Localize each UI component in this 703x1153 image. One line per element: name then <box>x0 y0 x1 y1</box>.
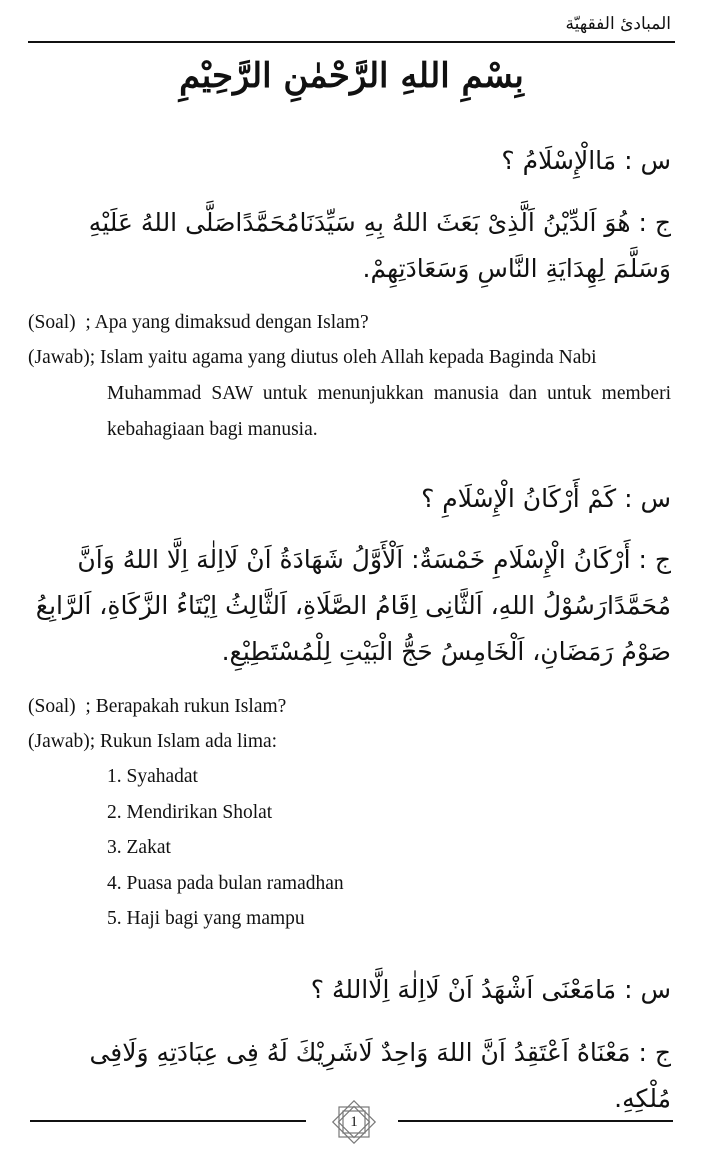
answer-latin-1 <box>28 340 671 448</box>
jawab-label: (Jawab) <box>28 731 90 752</box>
list-item: 1. Syahadat <box>107 766 198 787</box>
soal-text: ; Apa yang dimaksud dengan Islam? <box>85 312 369 333</box>
question-latin-1 <box>28 305 671 341</box>
list-item: 5. Haji bagi yang mampu <box>107 908 305 929</box>
list-item: 3. Zakat <box>107 837 171 858</box>
question-arabic-1: س : مَاالْإِسْلَامُ ؟ <box>501 146 671 175</box>
jawab-label: (Jawab) <box>28 347 90 368</box>
jawab-text: ; Rukun Islam ada lima: <box>89 731 278 752</box>
question-arabic-3: س : مَامَعْنَى اَشْهَدُ اَنْ لَااِلٰهَ اِلَّااللهُ ؟ <box>310 975 671 1004</box>
rukun-list <box>107 759 344 937</box>
list-item: 2. Mendirikan Sholat <box>107 801 273 823</box>
page-number-ornament <box>328 1096 380 1148</box>
footer-rule-right <box>398 1120 673 1122</box>
soal-label: (Soal) <box>28 312 86 333</box>
basmala: بِسْمِ اللهِ الرَّحْمٰنِ الرَّحِيْمِ <box>179 56 524 96</box>
soal-text: ; Berapakah rukun Islam? <box>85 696 287 717</box>
jawab-text: ; Islam yaitu agama yang diutus oleh Allah kepada Baginda Nabi <box>89 347 597 368</box>
page-number: 1 <box>350 1114 358 1130</box>
answer-arabic-1: ج : هُوَ اَلدِّيْنُ اَلَّذِىْ بَعَثَ اللهُ بِهِ سَيِّدَنَامُحَمَّدًاصَلَّى اللهُ عَلَيْهِ وَسَلَّمَ لِهِدَايَةِ النَّاسِ وَسَعَادَتِهِمْ. <box>88 208 671 283</box>
answer-arabic-2: ج : أَرْكَانُ الْإِسْلَامِ خَمْسَةٌ: اَلْأَوَّلُ شَهَادَةُ اَنْ لَااِلٰهَ اِلَّا اللهُ وَاَنَّ مُحَمَّدًارَسُوْلُ اللهِ، اَلثَّانِى اِقَامُ الصَّلَاةِ، اَلثَّالِثُ اِيْتَاءُ الزَّكَاةِ، اَلرَّابِعُ صَوْمُ رَمَضَانِ، اَلْخَامِسُ حَجُّ الْبَيْتِ لِلْمُسْتَطِيْعِ. <box>35 545 671 666</box>
list-item: 4. Puasa pada bulan ramadhan <box>107 872 344 894</box>
running-header: المبادئ الفقهيّة <box>565 14 671 34</box>
header-rule <box>28 41 675 43</box>
soal-label: (Soal) <box>28 696 86 717</box>
footer-rule-left <box>30 1120 306 1122</box>
answer-latin-2 <box>28 724 671 760</box>
question-arabic-2: س : كَمْ أَرْكَانُ الْإِسْلَامِ ؟ <box>421 484 671 513</box>
jawab-text-continued: Muhammad SAW untuk menunjukkan manusia dan untuk memberi kebahagiaan bagi manusia. <box>107 383 671 440</box>
answer-arabic-3: ج : مَعْنَاهُ اَعْتَقِدُ اَنَّ اللهَ وَاحِدٌ لَاشَرِيْكَ لَهُ فِى عِبَادَتِهِ وَلَافِى مُلْكِهِ. <box>89 1038 671 1113</box>
question-latin-2 <box>28 689 671 725</box>
